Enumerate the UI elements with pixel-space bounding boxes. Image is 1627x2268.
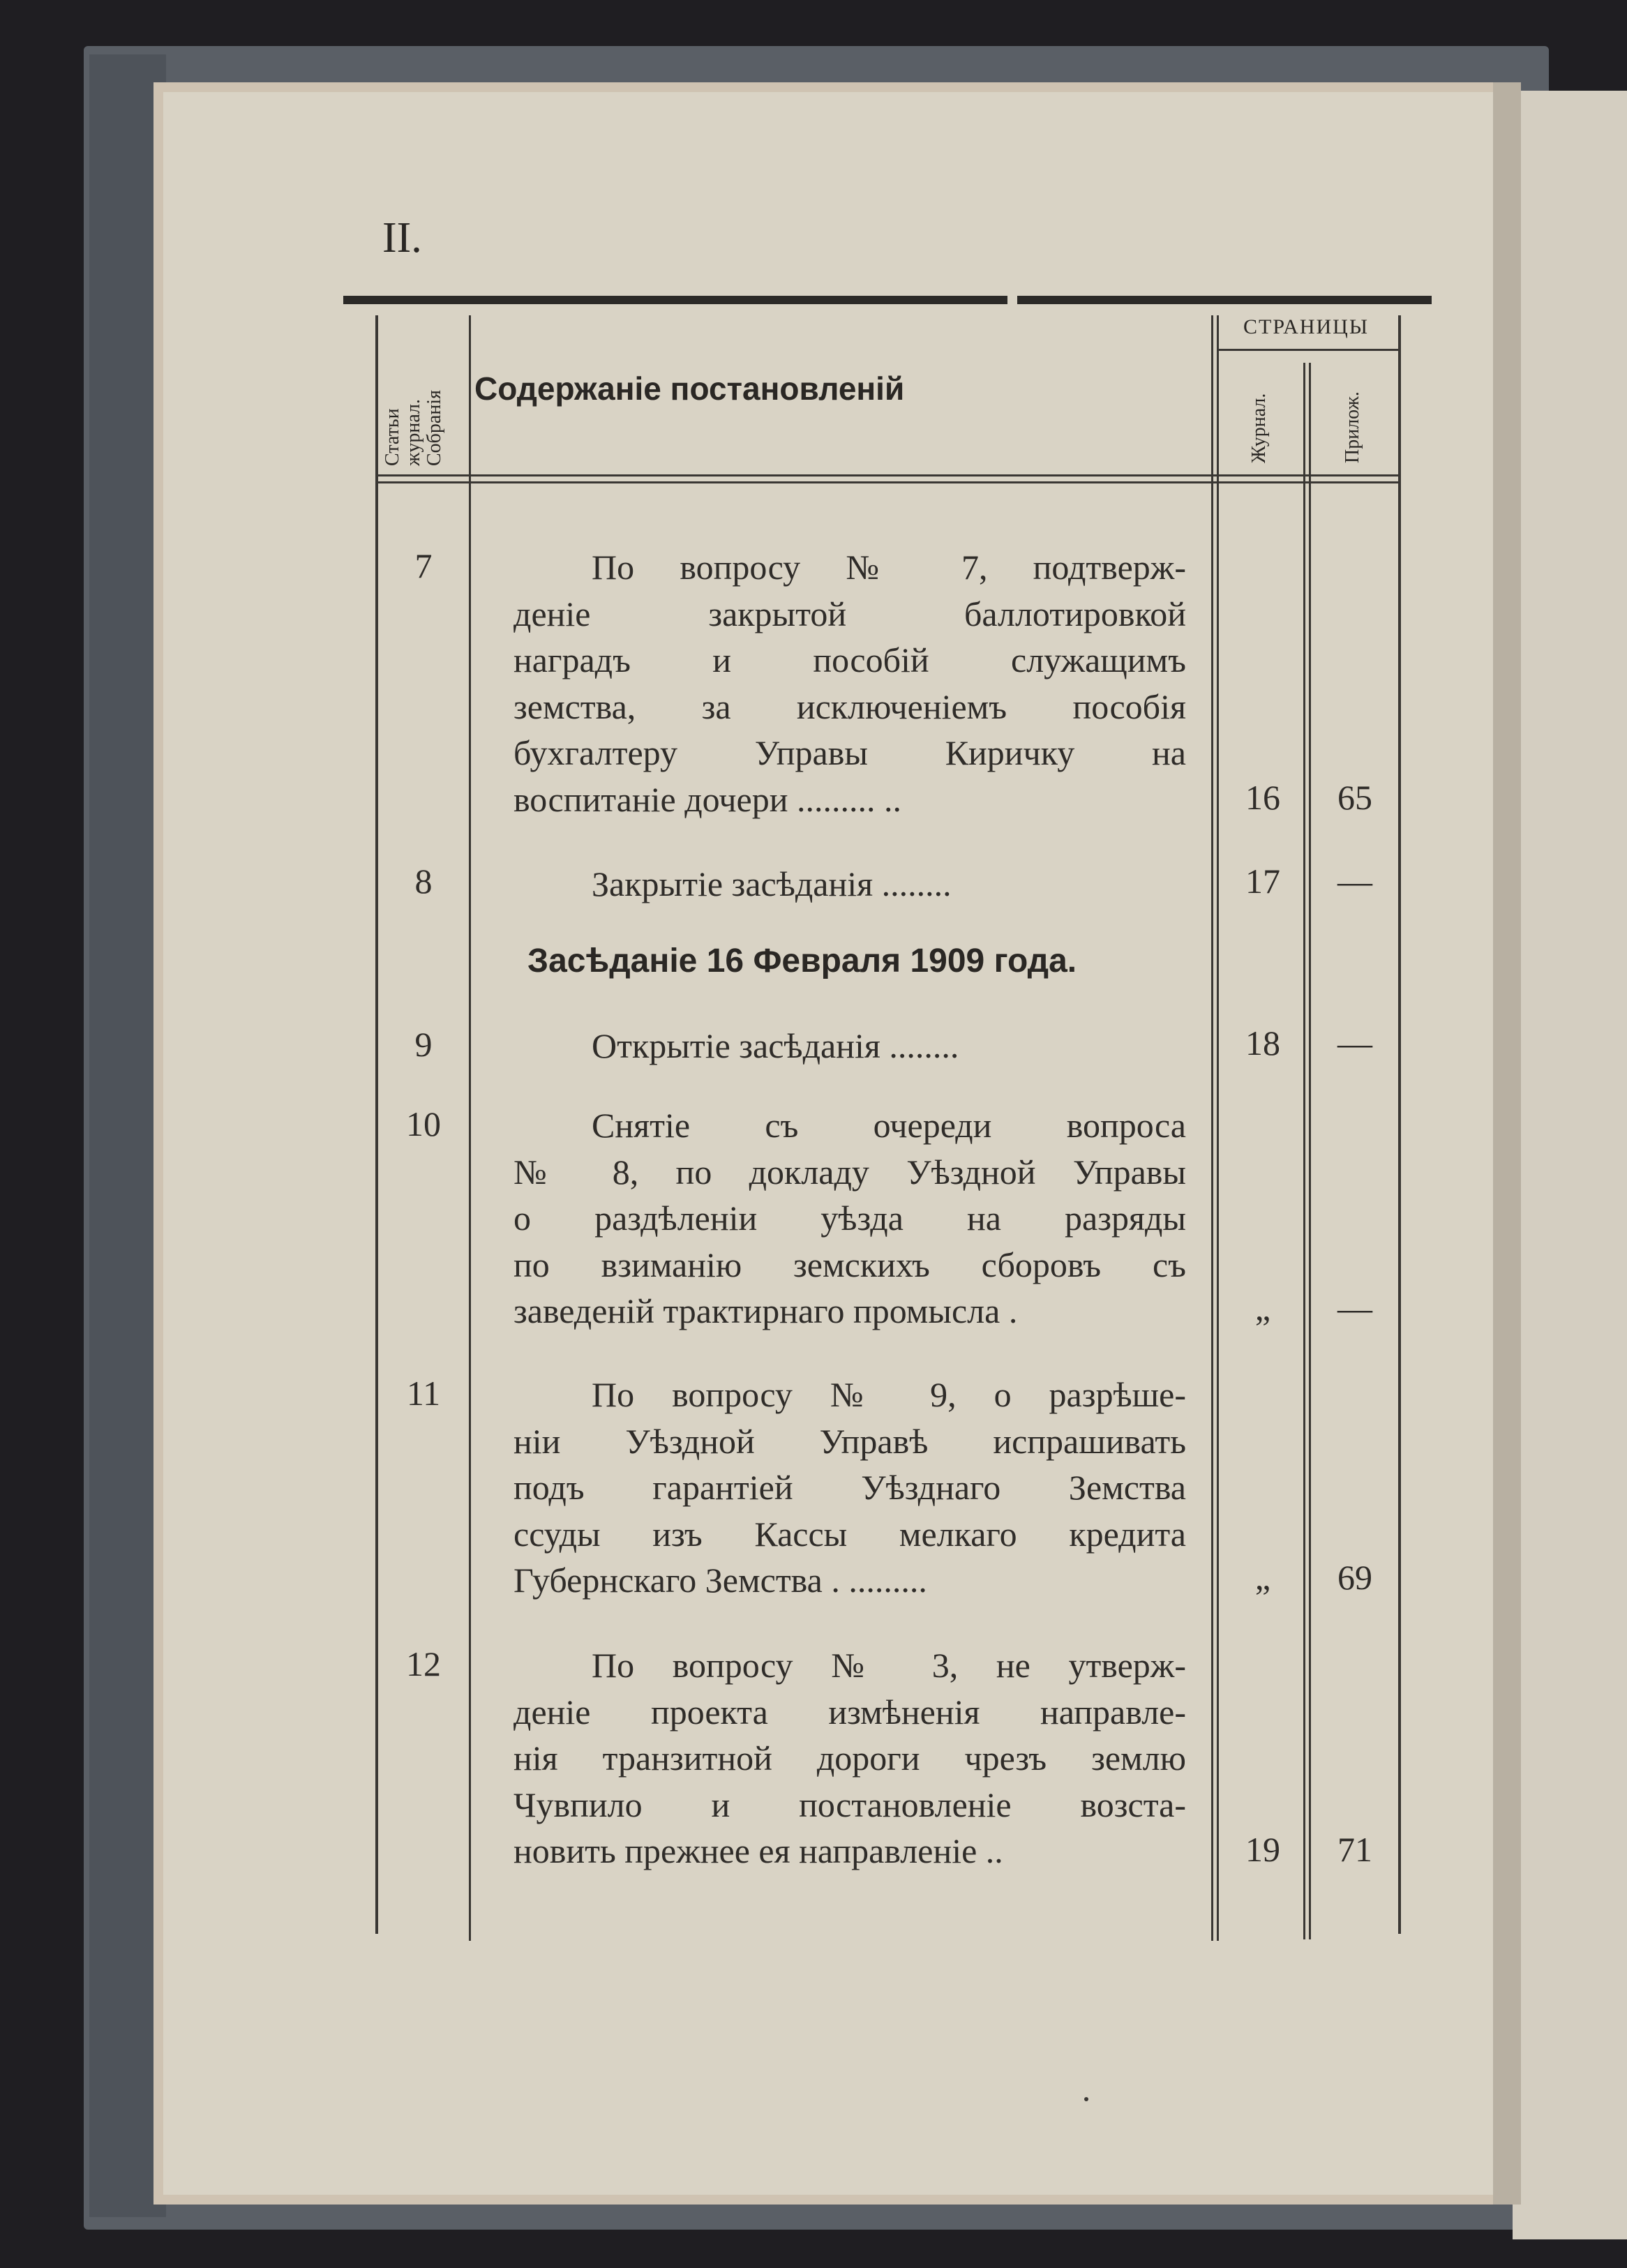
- header-col-articles-line3: Собранія: [423, 390, 445, 466]
- appendix-page: —: [1337, 862, 1372, 901]
- page-number: II.: [382, 214, 422, 262]
- text-line: По вопросу № 7, подтверж-: [592, 548, 1186, 587]
- table-right-border: [1398, 315, 1401, 1934]
- text-line: бухгалтеру Управы Киричку на: [513, 733, 1186, 772]
- row-number: 11: [406, 1374, 441, 1413]
- col-divider-pages-b: [1309, 363, 1311, 1939]
- row-text: [513, 1102, 1186, 1335]
- row-text: [513, 544, 1186, 823]
- text-line: деніе закрытой баллотировкой: [513, 594, 1186, 633]
- row-text: [513, 1642, 1186, 1875]
- header-journal: Журнал.: [1248, 393, 1270, 463]
- session-heading: Засѣданіе 16 Февраля 1909 года.: [527, 943, 1077, 979]
- header-bottom-rule-b: [377, 481, 1400, 483]
- header-pages: СТРАНИЦЫ: [1243, 315, 1369, 338]
- journal-page: „: [1254, 1558, 1271, 1597]
- text-line: ніи Уѣздной Управѣ испрашивать: [513, 1421, 1186, 1461]
- row-number: 10: [406, 1104, 441, 1143]
- text-line: По вопросу № 9, о разрѣше-: [592, 1375, 1186, 1414]
- journal-page: 16: [1245, 778, 1280, 817]
- col-divider-num: [469, 315, 471, 1941]
- header-col-articles: [382, 354, 445, 466]
- col-divider-text-b: [1217, 315, 1219, 1941]
- header-col-articles-line1: Статьи: [382, 408, 403, 466]
- text-line: новить прежнее ея направленіе ..: [513, 1831, 1003, 1870]
- header-title: Содержаніе постановленій: [474, 370, 905, 407]
- top-rule: [343, 296, 1432, 304]
- row-number: 12: [406, 1644, 441, 1683]
- journal-page: 19: [1245, 1830, 1280, 1869]
- text-line: Открытіе засѣданія ........: [592, 1026, 959, 1065]
- journal-page: 18: [1245, 1023, 1280, 1062]
- text-line: Губернскаго Земства . .........: [513, 1561, 927, 1600]
- text-line: земства, за исключеніемъ пособія: [513, 686, 1186, 726]
- header-col-articles-line2: журнал.: [403, 399, 424, 466]
- text-line: Снятіе съ очереди вопроса: [592, 1106, 1186, 1145]
- text-line: заведеній трактирнаго промысла .: [513, 1291, 1018, 1330]
- header-bottom-rule-a: [377, 474, 1400, 476]
- row-text: [513, 1372, 1186, 1604]
- appendix-page: —: [1337, 1023, 1372, 1062]
- text-line: Закрытіе засѣданія ........: [592, 864, 952, 903]
- appendix-page: —: [1337, 1289, 1372, 1328]
- appendix-page: 71: [1337, 1830, 1372, 1869]
- row-number: 9: [414, 1025, 433, 1064]
- row-text: [513, 1023, 1186, 1069]
- text-line: нія транзитной дороги чрезъ землю: [513, 1738, 1186, 1778]
- text-line: о раздѣленіи уѣзда на разряды: [513, 1199, 1186, 1238]
- pages-header-rule: [1218, 349, 1398, 351]
- col-divider-text-a: [1211, 315, 1213, 1941]
- row-text: [513, 861, 1186, 908]
- appendix-page: 69: [1337, 1558, 1372, 1597]
- text-line: по взиманію земскихъ сборовъ съ: [513, 1245, 1186, 1284]
- text-line: наградъ и пособій служащимъ: [513, 640, 1186, 679]
- text-line: деніе проекта измѣненія направле-: [513, 1692, 1186, 1732]
- top-rule-break: [1007, 296, 1017, 304]
- text-line: ссуды изъ Кассы мелкаго кредита: [513, 1514, 1186, 1554]
- appendix-page: 65: [1337, 778, 1372, 817]
- row-number: 8: [414, 862, 433, 901]
- text-line: По вопросу № 3, не утверж-: [592, 1646, 1186, 1685]
- text-line: Чувпило и постановленіе возста-: [513, 1785, 1186, 1824]
- ink-speck: [1084, 2097, 1088, 2101]
- journal-page: 17: [1245, 862, 1280, 901]
- text-line: воспитаніе дочери ......... ..: [513, 779, 901, 819]
- page-gutter-shadow: [1493, 82, 1521, 2205]
- facing-page-edge: [1513, 91, 1627, 2239]
- row-number: 7: [414, 546, 433, 585]
- text-line: № 8, по докладу Уѣздной Управы: [513, 1152, 1186, 1192]
- journal-page: „: [1254, 1289, 1271, 1328]
- text-line: подъ гарантіей Уѣзднаго Земства: [513, 1468, 1186, 1507]
- col-divider-pages-a: [1303, 363, 1305, 1939]
- header-appendix: Прилож.: [1342, 391, 1363, 463]
